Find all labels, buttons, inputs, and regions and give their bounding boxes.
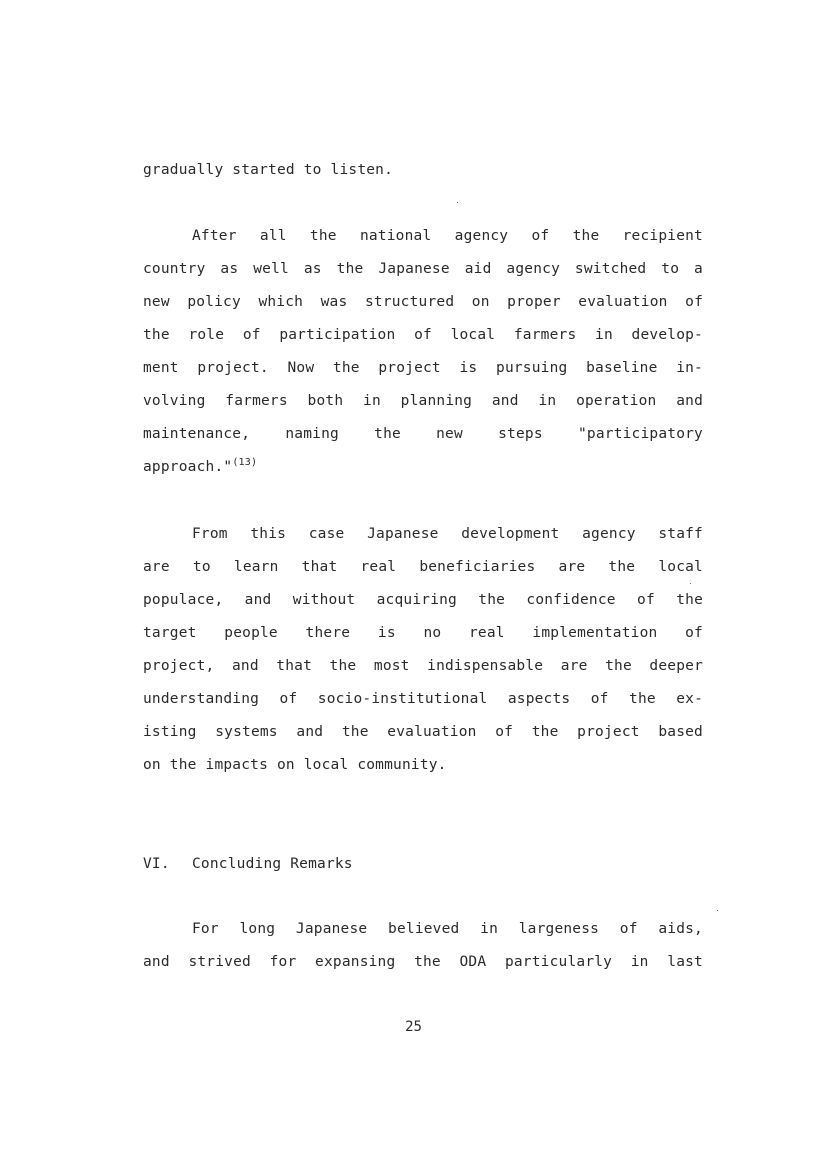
text-line: and strived for expansing the ODA particularly in last [143,954,703,970]
text-line: For long Japanese believed in largeness of aids, [192,921,703,937]
section-heading [143,849,353,879]
text-line: country as well as the Japanese aid agency switched to a [143,261,703,277]
footnote-reference: (13) [232,457,258,468]
text-line: new policy which was structured on proper evaluation of [143,294,703,310]
text-line: understanding of socio-institutional aspects of the ex- [143,691,703,707]
text-line: the role of participation of local farmers in develop- [143,327,703,343]
text-line: populace, and without acquiring the confidence of the [143,592,703,608]
scan-speck [717,910,718,911]
section-number: VI. [143,856,170,872]
text-line: ment project. Now the project is pursuing baseline in- [143,360,703,376]
text-line: on the impacts on local community. [143,757,447,773]
text-line: are to learn that real beneficiaries are the local [143,559,703,575]
page-number: 25 [405,1019,422,1035]
text-line: After all the national agency of the recipient [192,228,703,244]
text-line: project, and that the most indispensable are the deeper [143,658,703,674]
scan-speck [690,583,691,584]
text-line: maintenance, naming the new steps "participatory [143,426,703,442]
text-line: isting systems and the evaluation of the project based [143,724,703,740]
text-line: gradually started to listen. [143,162,394,178]
text-line: From this case Japanese development agency staff [192,526,703,542]
section-title: Concluding Remarks [192,856,353,872]
scan-speck [457,202,458,203]
text-line: volving farmers both in planning and in operation and [143,393,703,409]
text-line-with-footnote [143,451,703,484]
text-fragment: approach." [143,459,233,475]
text-line: target people there is no real implementation of [143,625,703,641]
